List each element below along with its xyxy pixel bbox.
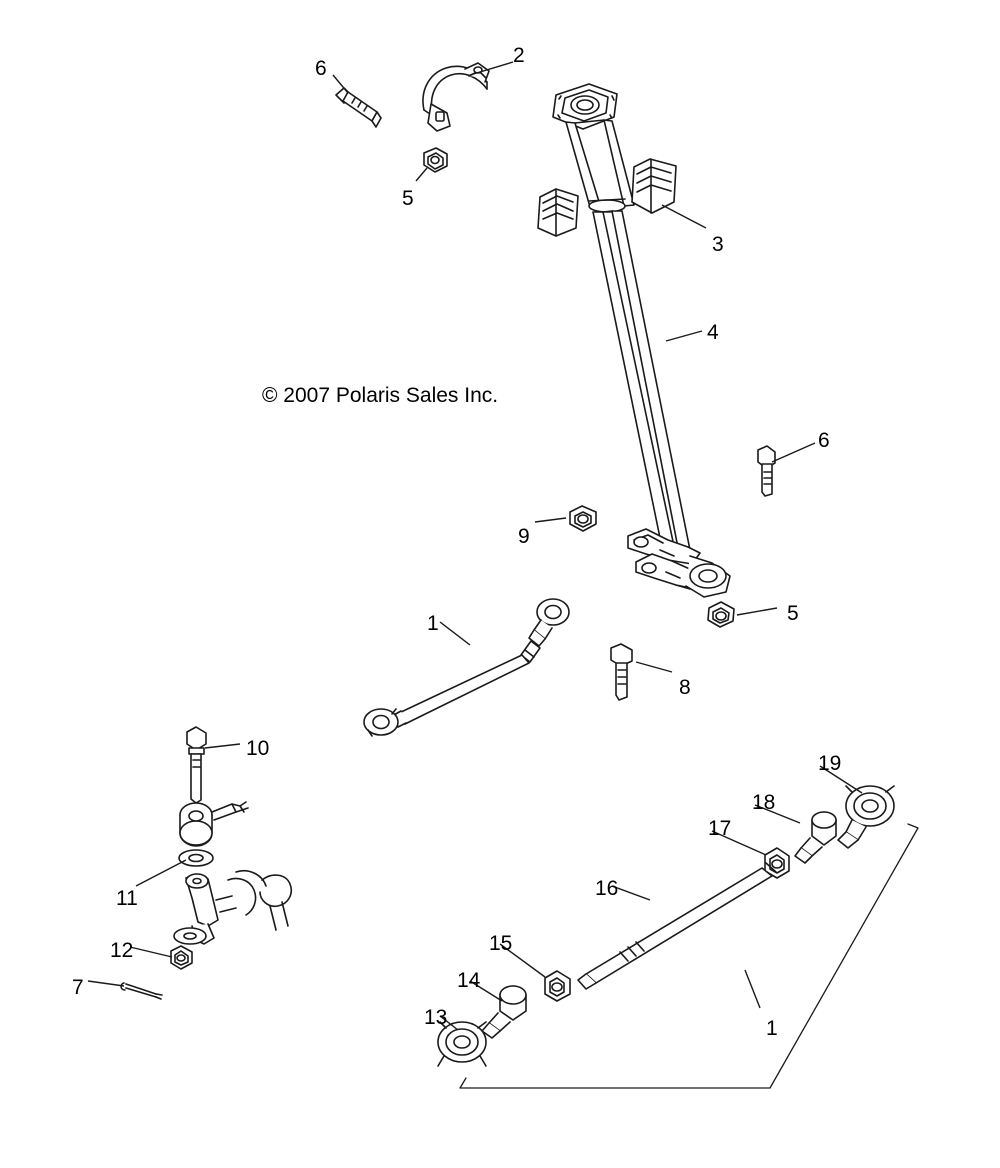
callout-6: 6: [818, 429, 830, 452]
part-11-pivot-arm: [174, 802, 291, 944]
part-2-clamp-bracket: [423, 63, 489, 131]
callout-8: 8: [679, 676, 691, 699]
part-19-tie-rod-end: [838, 786, 894, 848]
part-15-jam-nut: [545, 971, 570, 1001]
callout-5: 5: [402, 187, 414, 210]
callout-10: 10: [246, 737, 270, 760]
callout-6: 6: [315, 57, 327, 80]
part-5-upper-locknut: [424, 148, 447, 172]
callout-9: 9: [518, 525, 530, 548]
part-9-nut: [570, 506, 596, 531]
callout-2: 2: [513, 44, 525, 67]
part-6-upper-bolt: [336, 88, 381, 127]
callout-1: 1: [427, 612, 439, 635]
callout-12: 12: [110, 939, 134, 962]
callout-11: 11: [116, 887, 138, 910]
part-8-bolt: [611, 644, 632, 700]
callout-15: 15: [489, 932, 513, 955]
part-1-tie-rod-lower-group: [460, 824, 918, 1088]
part-12-nut: [171, 946, 192, 969]
callout-1: 1: [766, 1017, 778, 1040]
callout-7: 7: [72, 976, 84, 999]
part-6-lower-bolt: [758, 446, 775, 496]
part-10-bolt: [187, 727, 206, 803]
part-1-tie-rod-upper: [364, 599, 569, 736]
callout-19: 19: [818, 752, 842, 775]
callout-3: 3: [712, 233, 724, 256]
callout-4: 4: [707, 321, 719, 344]
callout-16: 16: [595, 877, 619, 900]
part-3-bushings: [538, 159, 676, 236]
copyright-notice: © 2007 Polaris Sales Inc.: [262, 384, 499, 407]
callout-18: 18: [752, 791, 776, 814]
part-14-stud: [482, 986, 526, 1038]
part-5-lower-locknut: [708, 602, 734, 627]
part-7-cotter-pin: [121, 983, 162, 999]
callout-14: 14: [457, 969, 481, 992]
callout-5: 5: [787, 602, 799, 625]
part-18-stud: [795, 812, 836, 863]
callout-13: 13: [424, 1006, 448, 1029]
callout-17: 17: [708, 817, 732, 840]
